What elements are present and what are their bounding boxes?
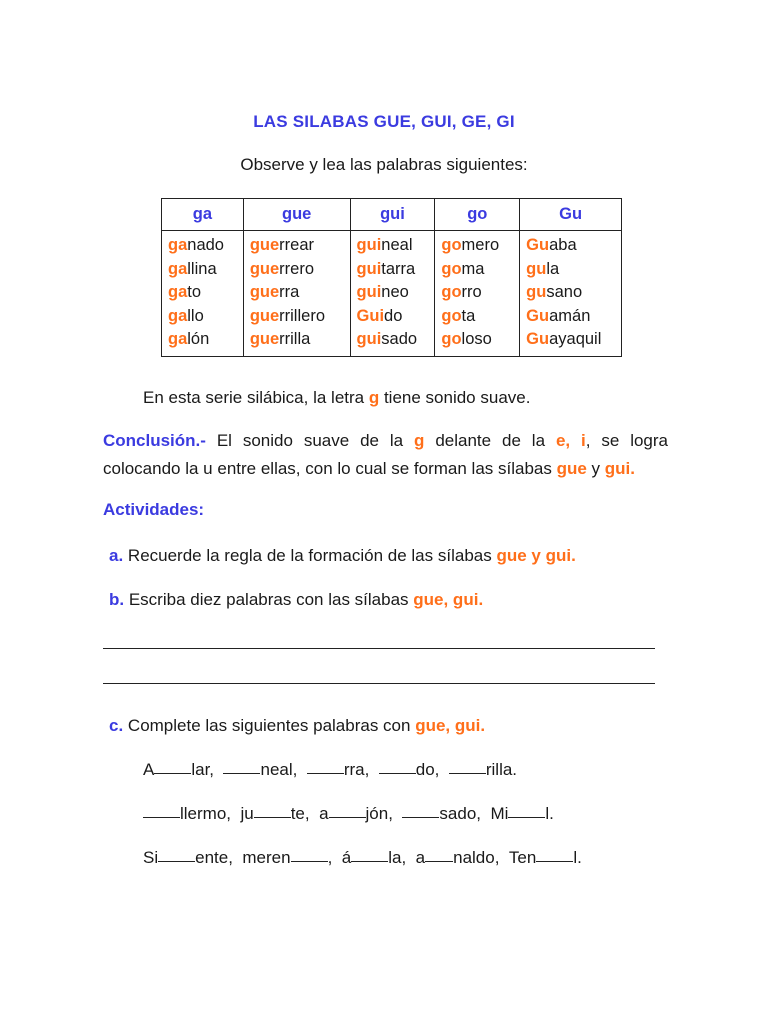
syllable-prefix: ga — [168, 306, 188, 325]
word-part: l. — [573, 848, 582, 867]
word-rest: nado — [187, 236, 224, 254]
syllable-prefix: ga — [168, 259, 188, 278]
syllable-prefix: Gu — [526, 306, 550, 325]
activity-a — [109, 546, 674, 566]
serie-text-end: tiene sonido suave. — [379, 388, 531, 407]
table-word — [250, 328, 346, 352]
column-ga — [162, 231, 244, 357]
table-word — [250, 258, 346, 282]
fill-blank[interactable] — [307, 772, 344, 774]
word-part: rilla. — [485, 760, 518, 779]
syllable-prefix: gue — [249, 259, 280, 278]
syllable-table — [161, 198, 622, 357]
conclusion-letter-g: g — [414, 431, 425, 450]
table-word — [168, 281, 239, 305]
table-word — [526, 234, 617, 258]
column-gue — [243, 231, 350, 357]
word-rest: neal — [381, 236, 413, 254]
table-word — [357, 258, 431, 282]
conclusion-gue: gue — [556, 459, 587, 478]
table-word — [168, 234, 239, 258]
word-part: llermo, — [180, 804, 232, 823]
table-word — [168, 258, 239, 282]
header-gui: gui — [350, 199, 435, 231]
syllable-prefix: gu — [526, 283, 547, 301]
exercise-line-1 — [143, 760, 517, 780]
word-part: do, — [415, 760, 440, 779]
syllable-prefix: ga — [168, 330, 188, 348]
syllable-prefix: ga — [168, 236, 188, 254]
syllable-prefix: Gui — [356, 306, 385, 325]
answer-line[interactable] — [103, 648, 655, 649]
table-word — [441, 305, 515, 329]
conclusion-paragraph — [103, 427, 668, 483]
fill-blank[interactable] — [143, 816, 180, 818]
syllable-prefix: go — [441, 283, 462, 301]
page-title: LAS SILABAS GUE, GUI, GE, GI — [253, 112, 515, 131]
serie-sentence — [143, 388, 708, 408]
exercise-line-3 — [143, 848, 582, 868]
header-gue: gue — [243, 199, 350, 231]
word-part: sado, — [439, 804, 481, 823]
word-part: a — [319, 804, 329, 823]
syllable-prefix: gue — [249, 306, 280, 325]
activity-c-marker: c. — [109, 716, 124, 735]
fill-blank[interactable] — [508, 816, 545, 818]
word-part: ente, — [195, 848, 233, 867]
table-word — [441, 234, 515, 258]
word-part: ju — [240, 804, 254, 823]
activity-a-end: . — [571, 546, 576, 565]
word-rest: lón — [187, 330, 210, 348]
syllable-prefix: Gu — [526, 236, 550, 254]
table-word — [250, 305, 346, 329]
column-gui — [350, 231, 435, 357]
table-word — [441, 328, 515, 352]
conclusion-text: , se logra colocando la u entre ellas, con lo cual se forman las sílabas — [103, 431, 669, 478]
activity-b-highlight: gue, gui — [413, 590, 479, 609]
activity-c-highlight: gue, gui — [415, 716, 481, 735]
word-rest: loso — [461, 330, 492, 348]
table-word — [357, 328, 431, 352]
syllable-prefix: gue — [249, 330, 280, 348]
word-rest: amán — [549, 306, 591, 325]
header-ga: ga — [162, 199, 244, 231]
word-rest: rro — [461, 283, 482, 301]
syllable-prefix: gui — [356, 330, 382, 348]
fill-blank[interactable] — [351, 860, 388, 862]
answer-line[interactable] — [103, 683, 655, 684]
fill-blank[interactable] — [291, 860, 328, 862]
table-word — [441, 258, 515, 282]
table-word — [250, 281, 346, 305]
table-word — [357, 234, 431, 258]
table-word — [357, 305, 431, 329]
activity-b-end: . — [478, 590, 484, 609]
conclusion-label: Conclusión.- — [103, 431, 206, 450]
fill-blank[interactable] — [402, 816, 439, 818]
activity-a-highlight: gue y gui — [496, 546, 572, 565]
word-part: meren — [242, 848, 291, 867]
conclusion-text: delante de la — [424, 431, 556, 450]
intro-text: Observe y lea las palabras siguientes: — [240, 155, 528, 174]
word-rest: la — [546, 259, 560, 278]
conclusion-text: El sonido suave de la — [205, 431, 415, 450]
word-rest: sano — [546, 283, 583, 301]
word-rest: neo — [381, 283, 409, 301]
word-part: , — [327, 848, 333, 867]
header-go: go — [435, 199, 520, 231]
conclusion-end: . — [630, 459, 636, 478]
word-part: jón, — [365, 804, 393, 823]
syllable-prefix: gue — [249, 283, 280, 301]
fill-blank[interactable] — [536, 860, 573, 862]
word-rest: ta — [461, 306, 476, 325]
table-word — [441, 281, 515, 305]
syllable-prefix: gui — [356, 283, 382, 301]
word-part: neal, — [260, 760, 298, 779]
fill-blank[interactable] — [379, 772, 416, 774]
syllable-prefix: gui — [356, 259, 382, 278]
syllable-prefix: gue — [249, 236, 280, 254]
fill-blank[interactable] — [254, 816, 291, 818]
word-rest: rrillero — [279, 306, 325, 325]
fill-blank[interactable] — [329, 816, 366, 818]
fill-blank[interactable] — [449, 772, 486, 774]
serie-text: En esta serie silábica, la letra — [143, 388, 369, 407]
table-word — [250, 234, 346, 258]
word-rest: to — [187, 283, 202, 301]
conclusion-text: y — [586, 459, 605, 478]
header-gu: Gu — [520, 199, 622, 231]
word-part: á — [341, 848, 352, 867]
table-word — [168, 328, 239, 352]
word-rest: mero — [461, 236, 500, 254]
column-go — [435, 231, 520, 357]
word-part: a — [415, 848, 426, 867]
table-header-row — [162, 199, 622, 231]
activity-b — [109, 590, 674, 610]
word-part: Si — [143, 848, 159, 867]
word-part: te, — [290, 804, 310, 823]
word-rest: rrero — [279, 259, 314, 278]
activity-b-marker: b. — [109, 590, 125, 609]
table-body-row — [162, 231, 622, 357]
activity-b-text: Escriba diez palabras con las sílabas — [124, 590, 414, 609]
word-rest: tarra — [381, 259, 416, 278]
column-gu — [520, 231, 622, 357]
table-word — [357, 281, 431, 305]
syllable-prefix: gui — [356, 236, 382, 254]
table-word — [526, 328, 617, 352]
fill-blank[interactable] — [154, 772, 191, 774]
activity-a-marker: a. — [109, 546, 124, 565]
word-rest: llo — [187, 306, 204, 325]
syllable-prefix: go — [441, 306, 462, 325]
word-rest: sado — [381, 330, 418, 348]
word-rest: rra — [279, 283, 300, 301]
syllable-prefix: gu — [526, 259, 547, 278]
syllable-prefix: go — [441, 236, 462, 254]
word-rest: llina — [187, 259, 217, 278]
conclusion-vowels: e, i — [555, 431, 586, 450]
syllable-prefix: go — [441, 330, 462, 348]
activity-a-text: Recuerde la regla de la formación de las sílabas — [123, 546, 497, 565]
activity-c-text: Complete las siguientes palabras con — [123, 716, 416, 735]
table-word — [526, 281, 617, 305]
fill-blank[interactable] — [158, 860, 195, 862]
serie-letter: g — [368, 388, 380, 407]
word-part: l. — [545, 804, 554, 823]
fill-blank[interactable] — [223, 772, 260, 774]
word-part: Mi — [490, 804, 509, 823]
exercise-line-2 — [143, 804, 554, 824]
fill-blank[interactable] — [425, 860, 453, 862]
syllable-prefix: ga — [168, 283, 188, 301]
word-part: lar, — [191, 760, 215, 779]
syllable-prefix: go — [441, 259, 462, 278]
activity-c-end: . — [480, 716, 486, 735]
word-rest: do — [384, 306, 403, 325]
actividades-heading: Actividades: — [103, 500, 205, 519]
word-rest: aba — [549, 236, 577, 254]
table-word — [526, 258, 617, 282]
word-rest: rrear — [279, 236, 314, 254]
activity-c — [109, 716, 674, 736]
word-part: A — [143, 760, 155, 779]
word-rest: rrilla — [279, 330, 311, 348]
table-word — [168, 305, 239, 329]
syllable-prefix: Gu — [526, 330, 550, 348]
table-word — [526, 305, 617, 329]
word-part: Ten — [508, 848, 537, 867]
word-part: rra, — [343, 760, 370, 779]
word-part: la, — [388, 848, 407, 867]
conclusion-gui: gui — [604, 459, 631, 478]
word-part: naldo, — [453, 848, 500, 867]
word-rest: ma — [461, 259, 485, 278]
word-rest: ayaquil — [549, 330, 602, 348]
